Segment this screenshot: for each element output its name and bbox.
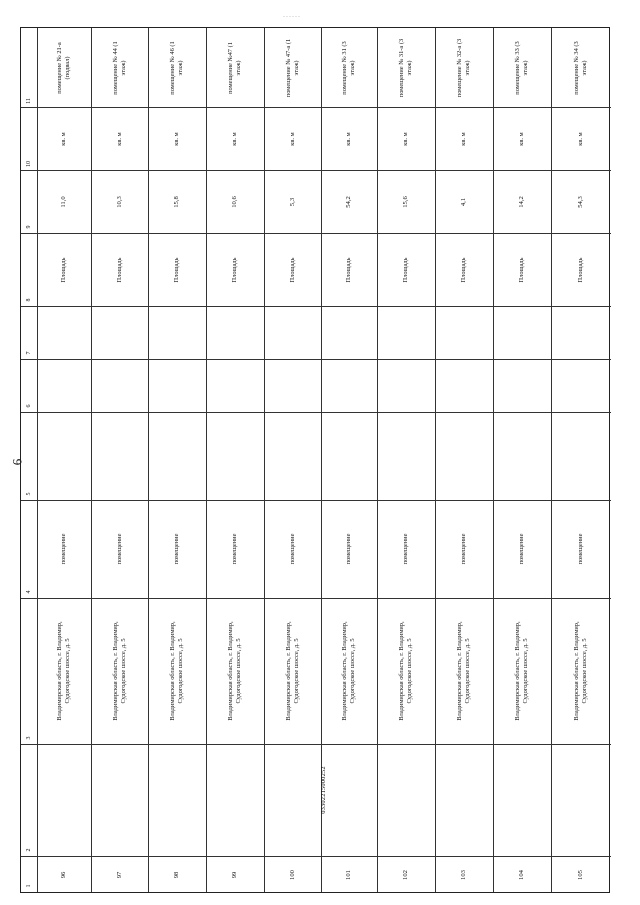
row-address: Владимирская область, г. Владимир, Судогодское шоссе, д. 5 bbox=[456, 621, 471, 721]
row-description: помещение № 21-а (подвал) bbox=[56, 41, 71, 94]
header-number-11: 11 bbox=[26, 98, 32, 104]
table-rule bbox=[551, 28, 552, 892]
row-parameter: Площадь bbox=[288, 257, 296, 282]
table-rule bbox=[321, 28, 322, 892]
row-description: помещение № 47-а (1 этаж) bbox=[284, 38, 300, 97]
header-number-7: 7 bbox=[26, 351, 32, 355]
row-parameter: Площадь bbox=[577, 257, 584, 282]
row-description: помещение № 44 (1 этаж) bbox=[111, 40, 127, 95]
header-number-8: 8 bbox=[26, 298, 32, 302]
table-rule bbox=[91, 28, 92, 892]
row-unit: кв. м bbox=[518, 131, 525, 146]
row-number: 103 bbox=[460, 870, 467, 880]
row-value: 10,6 bbox=[231, 195, 238, 208]
row-description: помещение №47 (1 этаж) bbox=[227, 41, 242, 94]
row-value: 54,3 bbox=[577, 195, 584, 208]
table-rule bbox=[21, 306, 611, 307]
row-value: 14,2 bbox=[518, 195, 525, 208]
table-rule bbox=[21, 107, 611, 108]
row-parameter: Площадь bbox=[173, 257, 180, 282]
row-number: 102 bbox=[402, 870, 409, 880]
page-number: 6 bbox=[9, 458, 25, 466]
row-parameter: Площадь bbox=[518, 257, 525, 282]
row-value: 15,6 bbox=[402, 195, 409, 208]
row-value: 5,3 bbox=[288, 197, 296, 206]
row-address: Владимирская область, г. Владимир, Судогодское шоссе, д. 5 bbox=[284, 621, 300, 721]
row-unit: кв. м bbox=[115, 131, 123, 146]
table-rule bbox=[37, 28, 38, 892]
table-rule bbox=[435, 28, 436, 892]
row-number: 101 bbox=[345, 870, 352, 880]
table-rule bbox=[493, 28, 494, 892]
row-description: помещение № 31-а (3 этаж) bbox=[398, 38, 413, 97]
row-number: 99 bbox=[231, 871, 238, 879]
row-value: 11,0 bbox=[60, 195, 67, 208]
header-number-4: 4 bbox=[26, 590, 32, 594]
table-rule bbox=[148, 28, 149, 892]
row-unit: кв. м bbox=[173, 131, 180, 146]
row-object-type: помещение bbox=[402, 533, 409, 565]
header-number-10: 10 bbox=[26, 161, 32, 167]
row-address: Владимирская область, г. Владимир, Судогодское шоссе, д. 5 bbox=[169, 621, 184, 721]
row-number: 98 bbox=[173, 871, 180, 879]
row-object-type: помещение bbox=[288, 533, 296, 565]
header-number-5: 5 bbox=[26, 492, 32, 496]
table-rule bbox=[21, 233, 611, 234]
row-value: 10,3 bbox=[115, 195, 123, 208]
row-unit: кв. м bbox=[288, 131, 296, 146]
table-rule bbox=[206, 28, 207, 892]
row-number: 96 bbox=[60, 871, 67, 879]
header-number-1: 1 bbox=[26, 884, 32, 888]
row-description: помещение № 32-а (3 этаж) bbox=[456, 38, 471, 97]
cadastral-number: 03302215000252 bbox=[320, 766, 327, 814]
table-rule bbox=[21, 412, 611, 413]
row-address: Владимирская область, г. Владимир, Судогодское шоссе, д. 5 bbox=[341, 621, 356, 721]
row-object-type: помещение bbox=[115, 533, 123, 565]
table-rule bbox=[21, 500, 611, 501]
row-value: 4,1 bbox=[460, 197, 467, 206]
row-parameter: Площадь bbox=[345, 257, 352, 282]
row-description: помещение № 31 (3 этаж) bbox=[341, 40, 356, 95]
row-unit: кв. м bbox=[345, 131, 352, 146]
table-rule bbox=[21, 170, 611, 171]
row-value: 15,8 bbox=[173, 195, 180, 208]
header-number-6: 6 bbox=[26, 404, 32, 408]
row-object-type: помещение bbox=[60, 533, 67, 565]
row-object-type: помещение bbox=[173, 533, 180, 565]
table-rule bbox=[21, 856, 611, 857]
row-parameter: Площадь bbox=[460, 257, 467, 282]
row-number: 100 bbox=[288, 870, 296, 880]
row-object-type: помещение bbox=[460, 533, 467, 565]
row-value: 54,2 bbox=[345, 195, 352, 208]
row-address: Владимирская область, г. Владимир, Судогодское шоссе, д. 5 bbox=[227, 621, 242, 721]
row-parameter: Площадь bbox=[402, 257, 409, 282]
row-description: помещение № 33 (3 этаж) bbox=[514, 40, 529, 95]
row-address: Владимирская область, г. Владимир, Судогодское шоссе, д. 5 bbox=[573, 621, 588, 721]
row-address: Владимирская область, г. Владимир, Судогодское шоссе, д. 5 bbox=[111, 621, 127, 721]
row-parameter: Площадь bbox=[115, 257, 123, 282]
row-object-type: помещение bbox=[231, 533, 238, 565]
header-number-3: 3 bbox=[26, 736, 32, 740]
property-table bbox=[20, 27, 610, 893]
row-unit: кв. м bbox=[577, 131, 584, 146]
row-address: Владимирская область, г. Владимир, Судогодское шоссе, д. 5 bbox=[56, 621, 71, 721]
table-rule bbox=[21, 744, 611, 745]
row-unit: кв. м bbox=[460, 131, 467, 146]
row-parameter: Площадь bbox=[231, 257, 238, 282]
row-address: Владимирская область, г. Владимир, Судогодское шоссе, д. 5 bbox=[398, 621, 413, 721]
row-unit: кв. м bbox=[231, 131, 238, 146]
table-rule bbox=[264, 28, 265, 892]
row-unit: кв. м bbox=[60, 131, 67, 146]
row-description: помещение № 34 (3 этаж) bbox=[573, 40, 588, 95]
row-object-type: помещение bbox=[518, 533, 525, 565]
row-number: 97 bbox=[115, 871, 123, 879]
row-address: Владимирская область, г. Владимир, Судогодское шоссе, д. 5 bbox=[514, 621, 529, 721]
row-unit: кв. м bbox=[402, 131, 409, 146]
header-number-9: 9 bbox=[26, 225, 32, 229]
table-rule bbox=[21, 598, 611, 599]
header-number-2: 2 bbox=[26, 848, 32, 852]
table-rule bbox=[21, 359, 611, 360]
faint-stamp: ...... bbox=[283, 10, 301, 19]
row-number: 105 bbox=[577, 870, 584, 880]
row-description: помещение № 46 (1 этаж) bbox=[169, 40, 184, 95]
table-rule bbox=[377, 28, 378, 892]
row-parameter: Площадь bbox=[60, 257, 67, 282]
row-object-type: помещение bbox=[577, 533, 584, 565]
row-number: 104 bbox=[518, 870, 525, 880]
row-object-type: помещение bbox=[345, 533, 352, 565]
